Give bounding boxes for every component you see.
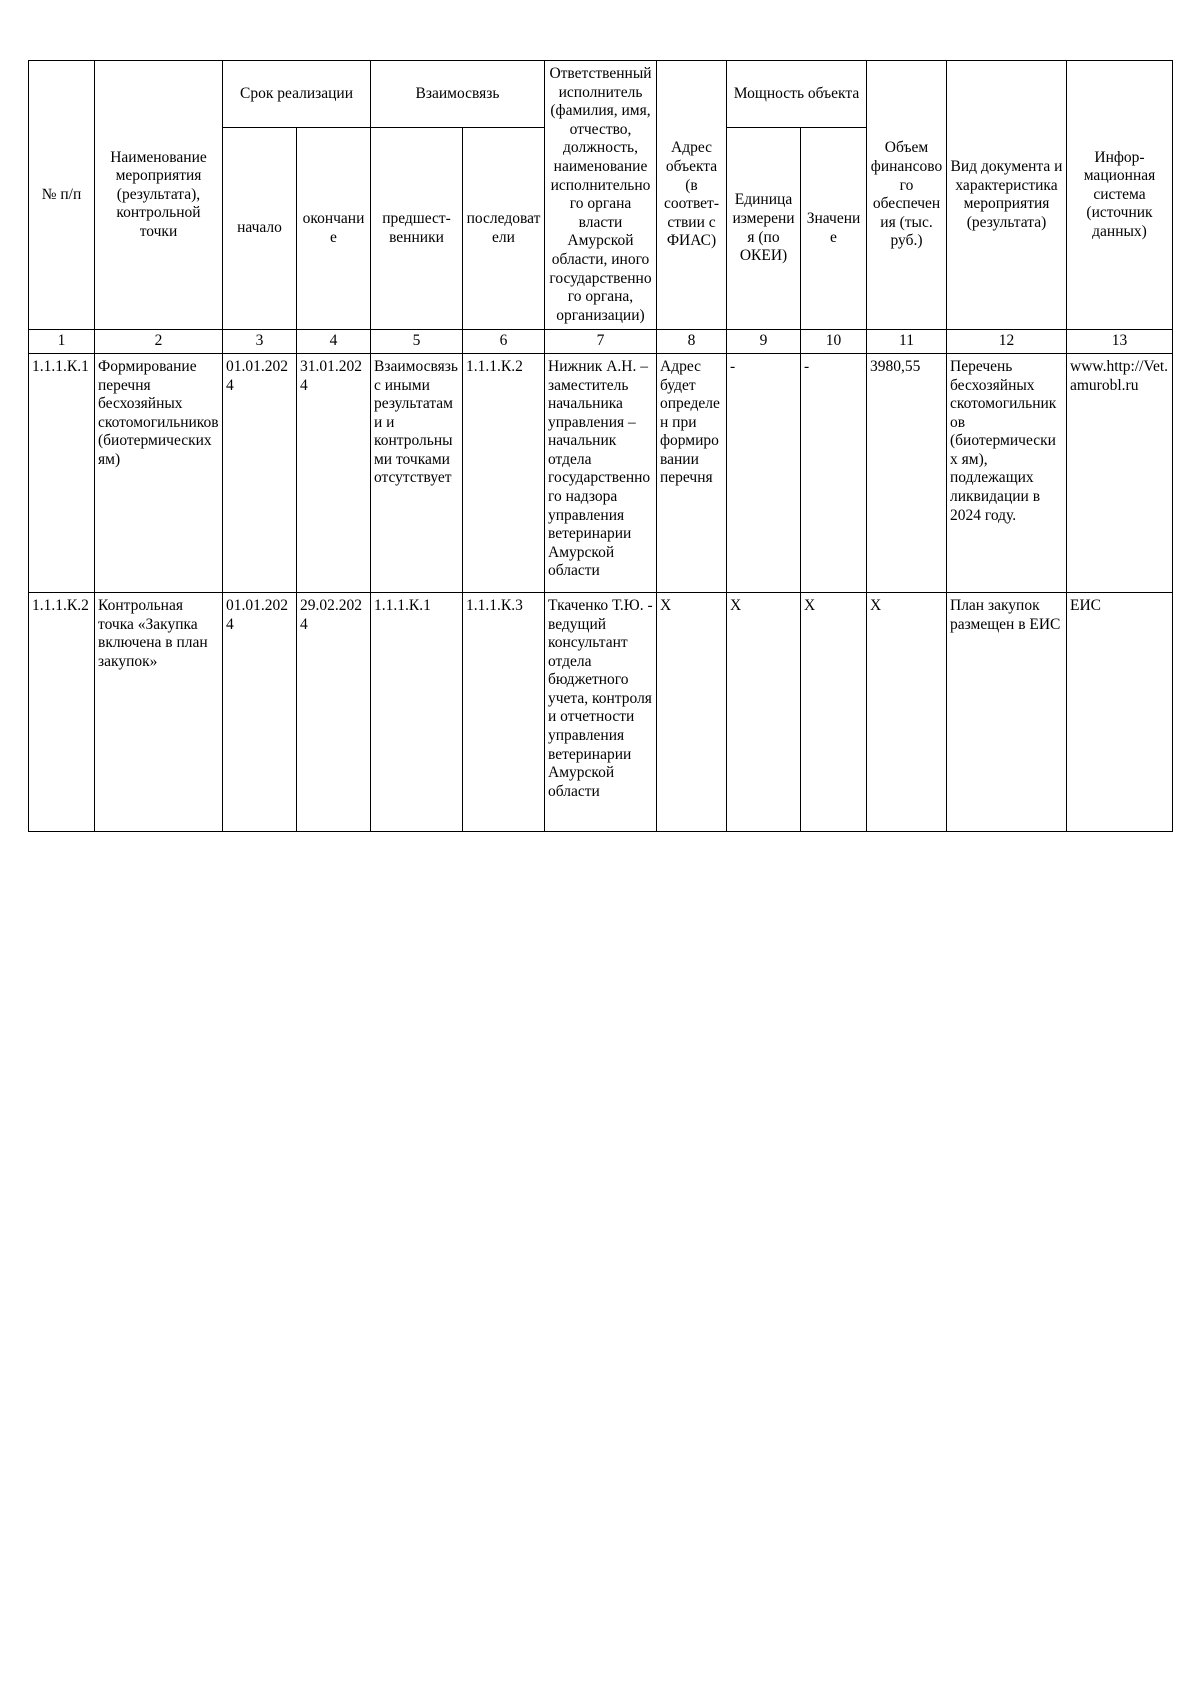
cell-end: 31.01.2024 xyxy=(297,353,371,592)
header-capacity: Мощность объекта xyxy=(727,61,867,128)
column-number: 13 xyxy=(1067,330,1173,354)
column-number: 9 xyxy=(727,330,801,354)
header-address: Адрес объекта (в соответ-ствии с ФИАС) xyxy=(657,61,727,330)
cell-value: - xyxy=(801,353,867,592)
header-system: Инфор-мационная система (источник данных) xyxy=(1067,61,1173,330)
header-unit: Единица измерения (по ОКЕИ) xyxy=(727,127,801,329)
cell-unit: X xyxy=(727,592,801,831)
cell-value: X xyxy=(801,592,867,831)
cell-system: www.http://Vet.amurobl.ru xyxy=(1067,353,1173,592)
header-start: начало xyxy=(223,127,297,329)
header-responsible: Ответственный исполнитель (фамилия, имя, отчество, должность, наименование исполнительного органа власти Амурской области, иного государственного органа, организации) xyxy=(545,61,657,330)
column-number: 8 xyxy=(657,330,727,354)
header-value: Значение xyxy=(801,127,867,329)
plan-table xyxy=(28,60,1173,832)
cell-doc: Перечень бесхозяйных скотомогильников (биотермических ям), подлежащих ликвидации в 2024 году. xyxy=(947,353,1067,592)
cell-num: 1.1.1.К.1 xyxy=(29,353,95,592)
header-successors: последователи xyxy=(463,127,545,329)
cell-responsible: Ткаченко Т.Ю. - ведущий консультант отдела бюджетного учета, контроля и отчетности управления ветеринарии Амурской области xyxy=(545,592,657,831)
header-period: Срок реализации xyxy=(223,61,371,128)
cell-predecessors: Взаимосвязь с иными результатами и контрольными точками отсутствует xyxy=(371,353,463,592)
column-number: 5 xyxy=(371,330,463,354)
cell-responsible: Нижник А.Н. – заместитель начальника управления – начальник отдела государственного надзора управления ветеринарии Амурской области xyxy=(545,353,657,592)
column-number: 11 xyxy=(867,330,947,354)
header-name: Наименование мероприятия (результата), контрольной точки xyxy=(95,61,223,330)
column-number: 10 xyxy=(801,330,867,354)
cell-num: 1.1.1.К.2 xyxy=(29,592,95,831)
column-number: 1 xyxy=(29,330,95,354)
cell-successors: 1.1.1.К.2 xyxy=(463,353,545,592)
column-number: 4 xyxy=(297,330,371,354)
cell-finance: 3980,55 xyxy=(867,353,947,592)
cell-start: 01.01.2024 xyxy=(223,592,297,831)
header-end: окончание xyxy=(297,127,371,329)
cell-predecessors: 1.1.1.К.1 xyxy=(371,592,463,831)
cell-end: 29.02.2024 xyxy=(297,592,371,831)
cell-address: Адрес будет определен при формировании перечня xyxy=(657,353,727,592)
cell-system: ЕИС xyxy=(1067,592,1173,831)
header-predecessors: предшест-венники xyxy=(371,127,463,329)
header-num: № п/п xyxy=(29,61,95,330)
cell-unit: - xyxy=(727,353,801,592)
cell-address: X xyxy=(657,592,727,831)
header-link: Взаимосвязь xyxy=(371,61,545,128)
cell-finance: X xyxy=(867,592,947,831)
column-number: 3 xyxy=(223,330,297,354)
cell-successors: 1.1.1.К.3 xyxy=(463,592,545,831)
header-finance: Объем финансового обеспечения (тыс. руб.) xyxy=(867,61,947,330)
column-numbers-row xyxy=(29,330,1173,354)
table-row xyxy=(29,592,1173,831)
cell-doc: План закупок размещен в ЕИС xyxy=(947,592,1067,831)
column-number: 12 xyxy=(947,330,1067,354)
column-number: 2 xyxy=(95,330,223,354)
cell-name: Контрольная точка «Закупка включена в план закупок» xyxy=(95,592,223,831)
cell-name: Формирование перечня бесхозяйных скотомогильников (биотермических ям) xyxy=(95,353,223,592)
table-row xyxy=(29,353,1173,592)
column-number: 6 xyxy=(463,330,545,354)
cell-start: 01.01.2024 xyxy=(223,353,297,592)
column-number: 7 xyxy=(545,330,657,354)
header-doc: Вид документа и характеристика мероприятия (результата) xyxy=(947,61,1067,330)
